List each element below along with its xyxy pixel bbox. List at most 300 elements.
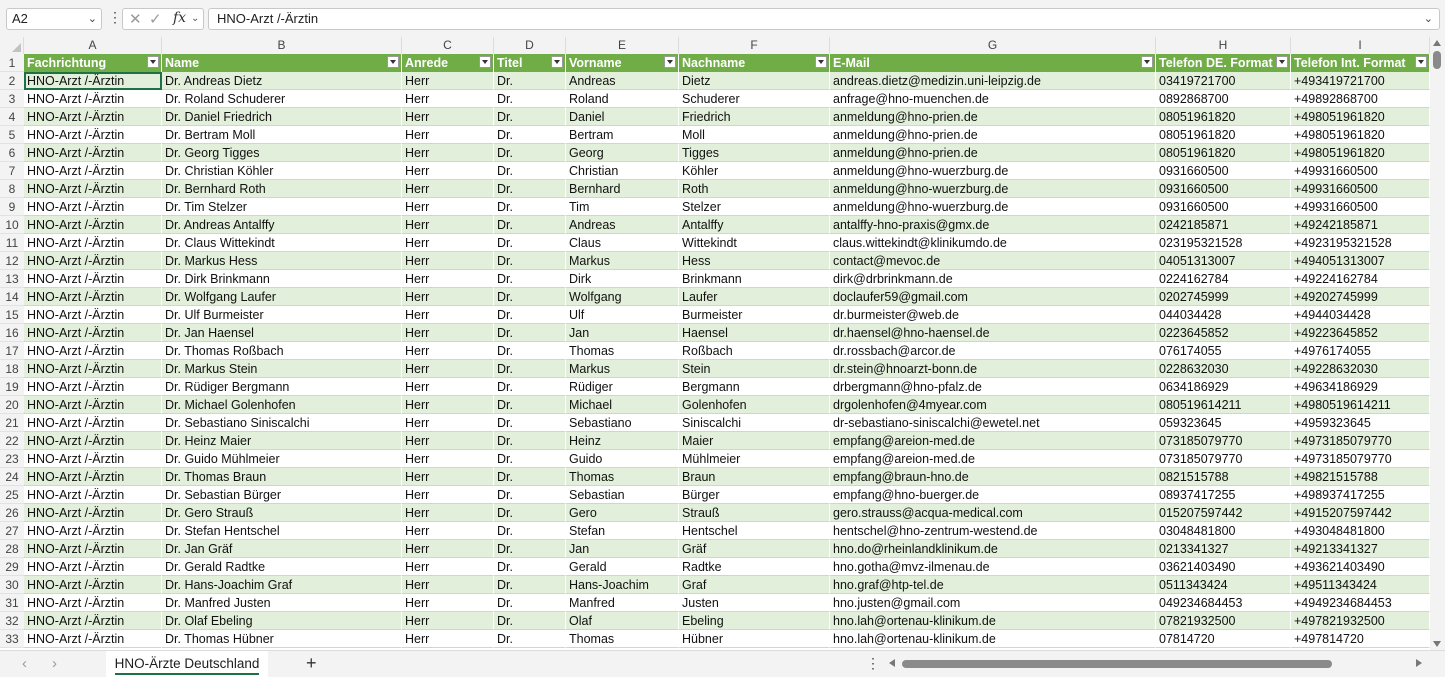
table-cell[interactable] (24, 396, 162, 414)
table-cell[interactable] (402, 90, 494, 108)
filter-dropdown-icon[interactable] (815, 56, 827, 68)
table-cell[interactable] (24, 180, 162, 198)
table-cell[interactable] (679, 342, 830, 360)
table-cell[interactable] (679, 594, 830, 612)
table-cell[interactable] (830, 288, 1156, 306)
table-cell[interactable] (24, 324, 162, 342)
table-cell[interactable] (162, 234, 402, 252)
table-cell[interactable] (1291, 72, 1430, 90)
table-cell[interactable] (830, 432, 1156, 450)
table-cell[interactable] (402, 450, 494, 468)
row-number[interactable]: 3 (0, 90, 24, 108)
table-cell[interactable] (679, 252, 830, 270)
header-cell[interactable] (494, 54, 566, 72)
table-cell[interactable] (566, 270, 679, 288)
horizontal-scroll-thumb[interactable] (902, 660, 1332, 668)
row-number[interactable]: 23 (0, 450, 24, 468)
table-cell[interactable] (162, 270, 402, 288)
table-cell[interactable] (1156, 126, 1291, 144)
table-cell[interactable] (402, 414, 494, 432)
filter-dropdown-icon[interactable] (147, 56, 159, 68)
table-cell[interactable] (402, 360, 494, 378)
table-cell[interactable] (566, 486, 679, 504)
table-cell[interactable] (162, 576, 402, 594)
table-cell[interactable] (162, 450, 402, 468)
table-cell[interactable] (402, 612, 494, 630)
table-cell[interactable] (566, 594, 679, 612)
table-cell[interactable] (24, 108, 162, 126)
filter-dropdown-icon[interactable] (664, 56, 676, 68)
table-cell[interactable] (1156, 162, 1291, 180)
table-cell[interactable] (566, 162, 679, 180)
table-cell[interactable] (402, 198, 494, 216)
table-cell[interactable] (402, 108, 494, 126)
table-cell[interactable] (679, 504, 830, 522)
table-cell[interactable] (566, 288, 679, 306)
table-cell[interactable] (162, 126, 402, 144)
table-cell[interactable] (162, 468, 402, 486)
table-cell[interactable] (402, 234, 494, 252)
name-box[interactable] (6, 8, 102, 30)
table-cell[interactable] (566, 576, 679, 594)
column-header-d[interactable]: D (494, 37, 566, 54)
table-cell[interactable] (162, 324, 402, 342)
table-cell[interactable] (830, 180, 1156, 198)
table-cell[interactable] (402, 378, 494, 396)
table-cell[interactable] (1156, 630, 1291, 648)
table-cell[interactable] (679, 162, 830, 180)
table-cell[interactable] (1156, 486, 1291, 504)
table-cell[interactable] (566, 144, 679, 162)
table-cell[interactable] (494, 198, 566, 216)
confirm-icon[interactable]: ✓ (149, 11, 162, 28)
table-cell[interactable] (494, 486, 566, 504)
table-cell[interactable] (830, 198, 1156, 216)
scroll-left-icon[interactable] (889, 659, 895, 667)
filter-dropdown-icon[interactable] (1415, 56, 1427, 68)
row-number[interactable]: 31 (0, 594, 24, 612)
table-cell[interactable] (830, 216, 1156, 234)
scroll-right-icon[interactable] (1416, 659, 1422, 667)
table-cell[interactable] (494, 72, 566, 90)
table-cell[interactable] (679, 450, 830, 468)
table-cell[interactable] (679, 198, 830, 216)
table-cell[interactable] (566, 450, 679, 468)
table-cell[interactable] (566, 90, 679, 108)
prev-sheet-icon[interactable]: ‹ (22, 655, 27, 672)
table-cell[interactable] (162, 486, 402, 504)
table-cell[interactable] (1156, 144, 1291, 162)
table-cell[interactable] (1156, 342, 1291, 360)
table-cell[interactable] (830, 468, 1156, 486)
table-cell[interactable] (566, 342, 679, 360)
table-cell[interactable] (830, 342, 1156, 360)
table-cell[interactable] (402, 540, 494, 558)
sheet-tab[interactable] (106, 651, 268, 677)
table-cell[interactable] (1156, 288, 1291, 306)
table-cell[interactable] (1156, 450, 1291, 468)
table-cell[interactable] (162, 540, 402, 558)
table-cell[interactable] (566, 504, 679, 522)
table-cell[interactable] (1156, 324, 1291, 342)
table-cell[interactable] (679, 270, 830, 288)
table-cell[interactable] (1291, 216, 1430, 234)
row-number[interactable]: 16 (0, 324, 24, 342)
table-cell[interactable] (162, 612, 402, 630)
table-cell[interactable] (162, 252, 402, 270)
formula-input[interactable] (208, 8, 1440, 30)
row-number[interactable]: 19 (0, 378, 24, 396)
table-cell[interactable] (1291, 324, 1430, 342)
table-cell[interactable] (566, 360, 679, 378)
table-cell[interactable] (679, 576, 830, 594)
table-cell[interactable] (830, 540, 1156, 558)
table-cell[interactable] (24, 126, 162, 144)
row-number[interactable]: 24 (0, 468, 24, 486)
table-cell[interactable] (1156, 576, 1291, 594)
row-number[interactable]: 11 (0, 234, 24, 252)
table-cell[interactable] (679, 324, 830, 342)
table-cell[interactable] (494, 576, 566, 594)
table-cell[interactable] (1156, 504, 1291, 522)
header-cell[interactable] (1156, 54, 1291, 72)
row-number[interactable]: 18 (0, 360, 24, 378)
row-number[interactable]: 5 (0, 126, 24, 144)
table-cell[interactable] (1291, 576, 1430, 594)
row-number[interactable]: 9 (0, 198, 24, 216)
table-cell[interactable] (566, 468, 679, 486)
table-cell[interactable] (402, 126, 494, 144)
table-cell[interactable] (24, 432, 162, 450)
column-header-b[interactable]: B (162, 37, 402, 54)
table-cell[interactable] (679, 612, 830, 630)
table-cell[interactable] (494, 144, 566, 162)
table-cell[interactable] (494, 414, 566, 432)
table-cell[interactable] (494, 540, 566, 558)
table-cell[interactable] (679, 108, 830, 126)
table-cell[interactable] (402, 324, 494, 342)
table-cell[interactable] (402, 558, 494, 576)
table-cell[interactable] (1156, 90, 1291, 108)
table-cell[interactable] (1291, 306, 1430, 324)
more-options-icon[interactable]: ⋮ (108, 9, 122, 25)
table-cell[interactable] (1291, 360, 1430, 378)
table-cell[interactable] (494, 270, 566, 288)
table-cell[interactable] (24, 468, 162, 486)
table-cell[interactable] (162, 630, 402, 648)
table-cell[interactable] (679, 288, 830, 306)
spreadsheet-grid[interactable] (0, 37, 1430, 650)
header-cell[interactable] (24, 54, 162, 72)
table-cell[interactable] (494, 234, 566, 252)
table-cell[interactable] (1156, 180, 1291, 198)
table-cell[interactable] (566, 126, 679, 144)
table-cell[interactable] (24, 270, 162, 288)
table-cell[interactable] (1291, 540, 1430, 558)
table-cell[interactable] (162, 558, 402, 576)
table-cell[interactable] (402, 216, 494, 234)
table-cell[interactable] (494, 612, 566, 630)
table-cell[interactable] (162, 504, 402, 522)
table-cell[interactable] (1291, 162, 1430, 180)
header-cell[interactable] (162, 54, 402, 72)
table-cell[interactable] (679, 306, 830, 324)
filter-dropdown-icon[interactable] (1276, 56, 1288, 68)
table-cell[interactable] (679, 414, 830, 432)
table-cell[interactable] (402, 522, 494, 540)
table-cell[interactable] (830, 576, 1156, 594)
table-cell[interactable] (402, 594, 494, 612)
header-cell[interactable] (830, 54, 1156, 72)
table-cell[interactable] (1156, 540, 1291, 558)
table-cell[interactable] (566, 612, 679, 630)
table-cell[interactable] (1291, 594, 1430, 612)
table-cell[interactable] (830, 360, 1156, 378)
table-cell[interactable] (830, 450, 1156, 468)
table-cell[interactable] (402, 270, 494, 288)
table-cell[interactable] (566, 558, 679, 576)
table-cell[interactable] (162, 90, 402, 108)
table-cell[interactable] (1291, 504, 1430, 522)
table-cell[interactable] (1156, 594, 1291, 612)
table-cell[interactable] (1156, 522, 1291, 540)
table-cell[interactable] (402, 306, 494, 324)
table-cell[interactable] (162, 306, 402, 324)
table-cell[interactable] (162, 288, 402, 306)
table-cell[interactable] (830, 414, 1156, 432)
table-cell[interactable] (494, 126, 566, 144)
table-cell[interactable] (24, 72, 162, 90)
table-cell[interactable] (1291, 288, 1430, 306)
table-cell[interactable] (830, 324, 1156, 342)
table-cell[interactable] (162, 72, 402, 90)
table-cell[interactable] (1291, 342, 1430, 360)
table-cell[interactable] (494, 162, 566, 180)
insert-function-icon[interactable]: fx (173, 10, 187, 26)
table-cell[interactable] (402, 252, 494, 270)
table-cell[interactable] (1291, 468, 1430, 486)
table-cell[interactable] (402, 432, 494, 450)
row-number[interactable]: 15 (0, 306, 24, 324)
table-cell[interactable] (24, 612, 162, 630)
row-number[interactable]: 22 (0, 432, 24, 450)
table-cell[interactable] (24, 198, 162, 216)
add-sheet-icon[interactable]: + (306, 653, 317, 673)
chevron-down-icon[interactable]: ⌄ (87, 13, 97, 25)
table-cell[interactable] (566, 180, 679, 198)
row-number[interactable]: 14 (0, 288, 24, 306)
table-cell[interactable] (494, 108, 566, 126)
row-number[interactable]: 20 (0, 396, 24, 414)
table-cell[interactable] (24, 162, 162, 180)
table-cell[interactable] (494, 432, 566, 450)
table-cell[interactable] (1156, 216, 1291, 234)
table-cell[interactable] (162, 360, 402, 378)
table-cell[interactable] (494, 252, 566, 270)
table-cell[interactable] (402, 72, 494, 90)
table-cell[interactable] (566, 522, 679, 540)
table-cell[interactable] (402, 486, 494, 504)
table-cell[interactable] (1156, 378, 1291, 396)
table-cell[interactable] (566, 234, 679, 252)
table-cell[interactable] (566, 378, 679, 396)
table-cell[interactable] (24, 558, 162, 576)
table-cell[interactable] (830, 504, 1156, 522)
table-cell[interactable] (494, 558, 566, 576)
table-cell[interactable] (566, 306, 679, 324)
table-cell[interactable] (1291, 630, 1430, 648)
table-cell[interactable] (1291, 198, 1430, 216)
row-number[interactable]: 13 (0, 270, 24, 288)
table-cell[interactable] (566, 324, 679, 342)
table-cell[interactable] (402, 180, 494, 198)
table-cell[interactable] (1291, 180, 1430, 198)
table-cell[interactable] (24, 378, 162, 396)
table-cell[interactable] (566, 198, 679, 216)
table-cell[interactable] (1291, 144, 1430, 162)
table-cell[interactable] (24, 360, 162, 378)
table-cell[interactable] (402, 396, 494, 414)
table-cell[interactable] (1291, 108, 1430, 126)
table-cell[interactable] (162, 378, 402, 396)
row-number[interactable]: 30 (0, 576, 24, 594)
table-cell[interactable] (566, 216, 679, 234)
table-cell[interactable] (494, 378, 566, 396)
table-cell[interactable] (566, 108, 679, 126)
table-cell[interactable] (402, 162, 494, 180)
table-cell[interactable] (830, 630, 1156, 648)
table-cell[interactable] (1156, 414, 1291, 432)
table-cell[interactable] (494, 630, 566, 648)
table-cell[interactable] (679, 234, 830, 252)
table-cell[interactable] (1291, 90, 1430, 108)
table-cell[interactable] (679, 72, 830, 90)
table-cell[interactable] (162, 342, 402, 360)
table-cell[interactable] (494, 306, 566, 324)
chevron-down-icon[interactable]: ⌄ (191, 13, 200, 24)
table-cell[interactable] (1156, 252, 1291, 270)
table-cell[interactable] (830, 144, 1156, 162)
table-cell[interactable] (830, 270, 1156, 288)
column-header-i[interactable]: I (1291, 37, 1430, 54)
filter-dropdown-icon[interactable] (387, 56, 399, 68)
scroll-up-icon[interactable] (1433, 40, 1441, 46)
table-cell[interactable] (679, 144, 830, 162)
table-cell[interactable] (679, 468, 830, 486)
table-cell[interactable] (1291, 522, 1430, 540)
table-cell[interactable] (494, 180, 566, 198)
row-number[interactable]: 4 (0, 108, 24, 126)
table-cell[interactable] (24, 414, 162, 432)
filter-dropdown-icon[interactable] (479, 56, 491, 68)
expand-formula-icon[interactable]: ⌄ (1423, 13, 1433, 25)
table-cell[interactable] (679, 90, 830, 108)
column-header-h[interactable]: H (1156, 37, 1291, 54)
cancel-icon[interactable]: ✕ (129, 11, 142, 28)
table-cell[interactable] (162, 522, 402, 540)
scroll-down-icon[interactable] (1433, 641, 1441, 647)
table-cell[interactable] (162, 162, 402, 180)
row-number[interactable]: 6 (0, 144, 24, 162)
table-cell[interactable] (162, 180, 402, 198)
row-number[interactable]: 8 (0, 180, 24, 198)
table-cell[interactable] (1291, 432, 1430, 450)
table-cell[interactable] (679, 180, 830, 198)
table-cell[interactable] (830, 558, 1156, 576)
table-cell[interactable] (402, 288, 494, 306)
header-cell[interactable] (402, 54, 494, 72)
table-cell[interactable] (24, 540, 162, 558)
table-cell[interactable] (494, 90, 566, 108)
table-cell[interactable] (1291, 378, 1430, 396)
table-cell[interactable] (494, 216, 566, 234)
row-number[interactable]: 32 (0, 612, 24, 630)
vertical-scroll-thumb[interactable] (1433, 51, 1441, 69)
table-cell[interactable] (566, 252, 679, 270)
table-cell[interactable] (830, 252, 1156, 270)
table-cell[interactable] (1156, 270, 1291, 288)
vertical-scrollbar[interactable] (1430, 37, 1445, 650)
next-sheet-icon[interactable]: › (52, 655, 57, 672)
column-header-f[interactable]: F (679, 37, 830, 54)
table-cell[interactable] (494, 522, 566, 540)
table-cell[interactable] (494, 468, 566, 486)
filter-dropdown-icon[interactable] (1141, 56, 1153, 68)
table-cell[interactable] (24, 306, 162, 324)
table-cell[interactable] (24, 90, 162, 108)
table-cell[interactable] (679, 558, 830, 576)
table-cell[interactable] (830, 378, 1156, 396)
row-number[interactable]: 1 (0, 54, 24, 72)
table-cell[interactable] (1156, 396, 1291, 414)
column-header-g[interactable]: G (830, 37, 1156, 54)
table-cell[interactable] (830, 162, 1156, 180)
table-cell[interactable] (162, 432, 402, 450)
table-cell[interactable] (1291, 414, 1430, 432)
table-cell[interactable] (24, 630, 162, 648)
table-cell[interactable] (566, 72, 679, 90)
table-cell[interactable] (24, 504, 162, 522)
table-cell[interactable] (162, 144, 402, 162)
table-cell[interactable] (1291, 486, 1430, 504)
table-cell[interactable] (1156, 234, 1291, 252)
table-cell[interactable] (24, 342, 162, 360)
table-cell[interactable] (1156, 72, 1291, 90)
table-cell[interactable] (1156, 306, 1291, 324)
table-cell[interactable] (1291, 396, 1430, 414)
table-cell[interactable] (24, 288, 162, 306)
table-cell[interactable] (1291, 126, 1430, 144)
table-cell[interactable] (1156, 558, 1291, 576)
table-cell[interactable] (402, 630, 494, 648)
row-number[interactable]: 26 (0, 504, 24, 522)
table-cell[interactable] (24, 216, 162, 234)
table-cell[interactable] (24, 522, 162, 540)
table-cell[interactable] (830, 396, 1156, 414)
row-number[interactable]: 33 (0, 630, 24, 648)
table-cell[interactable] (162, 198, 402, 216)
table-cell[interactable] (402, 468, 494, 486)
table-cell[interactable] (566, 414, 679, 432)
table-cell[interactable] (566, 396, 679, 414)
table-cell[interactable] (494, 396, 566, 414)
column-header-e[interactable]: E (566, 37, 679, 54)
column-header-a[interactable]: A (24, 37, 162, 54)
header-cell[interactable] (1291, 54, 1430, 72)
table-cell[interactable] (679, 396, 830, 414)
table-cell[interactable] (830, 306, 1156, 324)
table-cell[interactable] (830, 108, 1156, 126)
